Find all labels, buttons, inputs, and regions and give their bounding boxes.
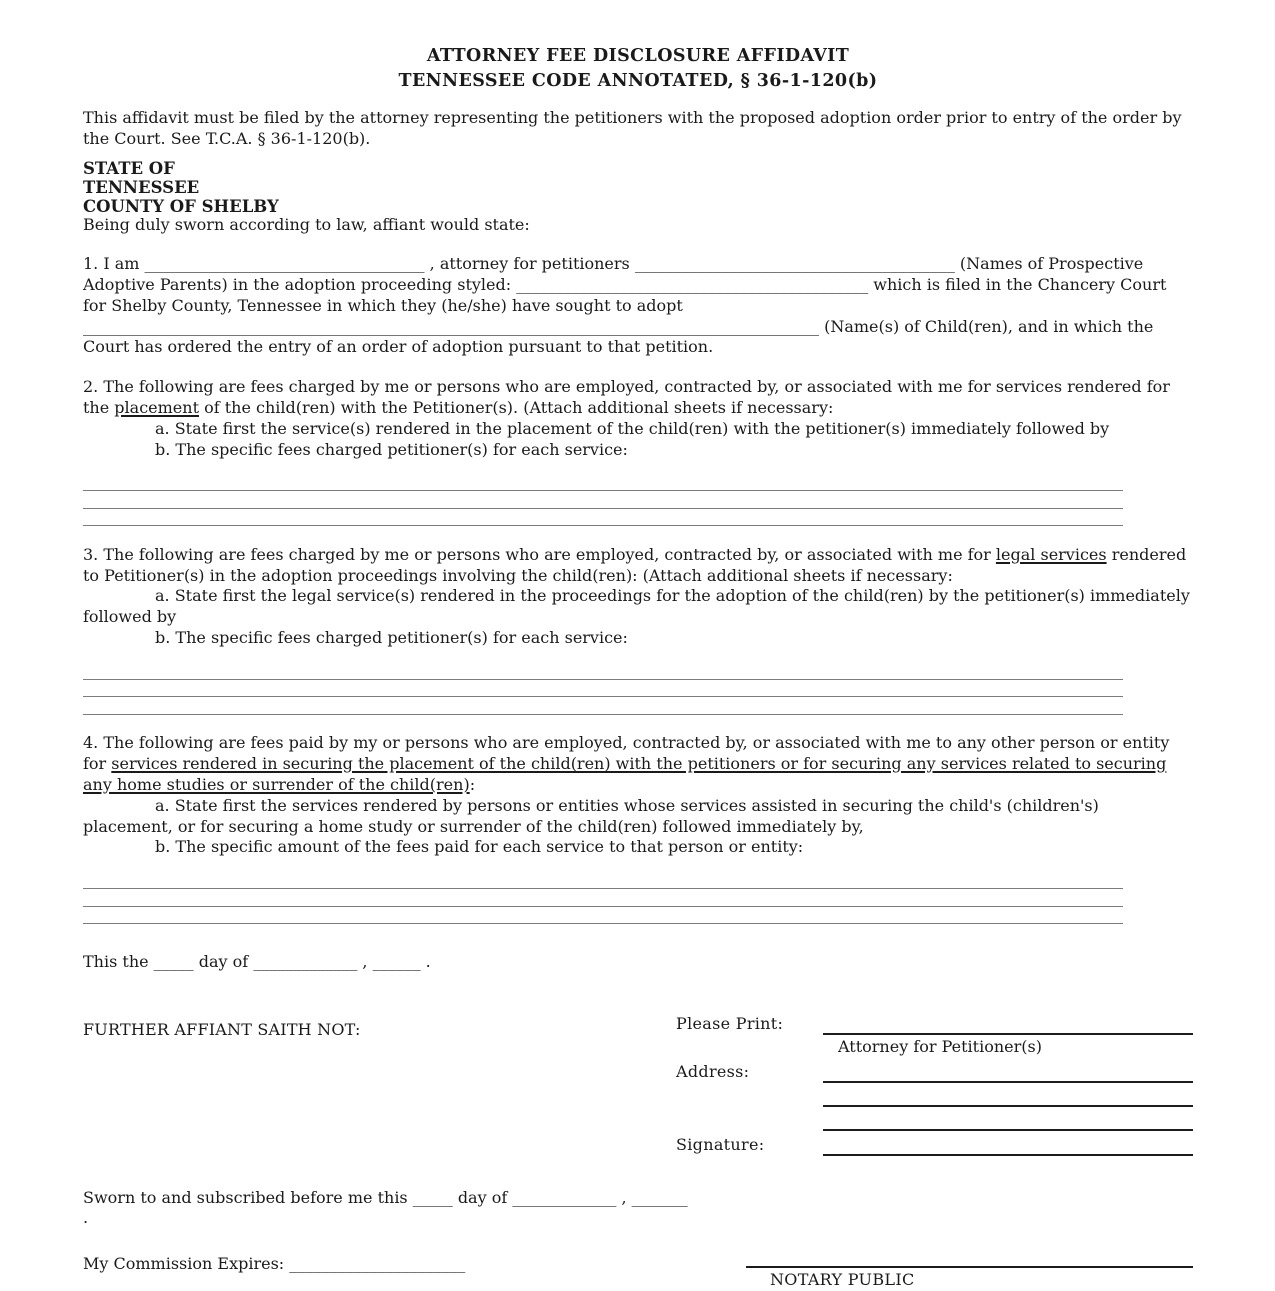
- paragraph-3-text-before: 3. The following are fees charged by me or persons who are employed, contracted by, or associated with me for: [83, 544, 996, 564]
- signature-label: Signature:: [676, 1134, 765, 1154]
- fill-in-line: __________________________________________________________________________________________________________________________________: [83, 507, 1123, 527]
- paragraph-2: [83, 377, 1193, 526]
- paragraph-2-fill-in-lines: [83, 473, 1193, 526]
- paragraph-4-underlined-phrase: services rendered in securing the placement of the child(ren) with the petitioners or for securing any services related to securing any home studies or surrender of the child(ren): [83, 754, 1167, 794]
- fill-in-line: __________________________________________________________________________________________________________________________________: [83, 472, 1123, 492]
- attorney-signature-block: [676, 1014, 1193, 1155]
- fill-in-line: __________________________________________________________________________________________________________________________________: [83, 870, 1123, 890]
- paragraph-4: [83, 733, 1193, 923]
- signature-line: [823, 1138, 1193, 1156]
- document-header: [83, 44, 1193, 93]
- paragraph-4-item-b: b. The specific amount of the fees paid for each service to that person or entity:: [155, 837, 804, 857]
- address-line-1: [823, 1065, 1193, 1083]
- please-print-label: Please Print:: [676, 1014, 784, 1034]
- address-row-2: [676, 1089, 1193, 1107]
- sworn-subscribed-line: Sworn to and subscribed before me this _____ day of _____________ , _______: [83, 1187, 688, 1207]
- paragraph-2-text: [83, 377, 1193, 419]
- sworn-period: .: [83, 1208, 89, 1228]
- paragraph-2-item-a: a. State first the service(s) rendered in the placement of the child(ren) with the petitioner(s) immediately followed by: [155, 418, 1110, 438]
- notary-signature-line: [746, 1250, 1193, 1268]
- date-line: This the _____ day of _____________ , ______ .: [83, 951, 431, 971]
- fill-in-line: __________________________________________________________________________________________________________________________________: [83, 660, 1123, 680]
- venue-block: [83, 159, 1193, 217]
- document-title: ATTORNEY FEE DISCLOSURE AFFIDAVIT: [426, 46, 850, 66]
- fill-in-line: __________________________________________________________________________________________________________________________________: [83, 489, 1123, 509]
- state-name-line: TENNESSEE: [83, 177, 200, 197]
- fill-in-line: __________________________________________________________________________________________________________________________________: [83, 695, 1123, 715]
- paragraph-4-text-before: 4. The following are fees paid by my or persons who are employed, contracted by, or associated with me to any other person or entity for: [83, 733, 1170, 774]
- paragraph-2-item-b: b. The specific fees charged petitioner(s) for each service:: [155, 439, 628, 459]
- paragraph-3-text: [83, 545, 1193, 587]
- please-print-row: [676, 1014, 1193, 1035]
- address-label: Address:: [676, 1062, 750, 1082]
- paragraph-4-item-a: a. State first the services rendered by persons or entities whose services assisted in securing the child's (children's) placement, or for securing a home study or surrender of the child(ren) followed immediately by,: [83, 795, 1099, 836]
- please-print-line: [823, 1017, 1193, 1035]
- county-line: COUNTY OF SHELBY: [83, 197, 279, 217]
- notary-public-caption: NOTARY PUBLIC: [770, 1270, 915, 1290]
- paragraph-3: [83, 545, 1193, 714]
- notary-section: [83, 1250, 1193, 1291]
- document-subtitle: TENNESSEE CODE ANNOTATED, § 36-1-120(b): [398, 70, 878, 91]
- fill-in-line: __________________________________________________________________________________________________________________________________: [83, 887, 1123, 907]
- paragraph-4-text: [83, 733, 1193, 795]
- address-row-3: [676, 1113, 1193, 1131]
- fill-in-line: __________________________________________________________________________________________________________________________________: [83, 905, 1123, 925]
- paragraph-2-text-before: 2. The following are fees charged by me or persons who are employed, contracted by, or associated with me for services rendered for the: [83, 377, 1170, 417]
- notary-block: [746, 1250, 1193, 1291]
- paragraph-2-underlined-phrase: placement: [114, 397, 199, 417]
- attorney-for-petitioners-caption: Attorney for Petitioner(s): [838, 1037, 1042, 1057]
- state-of-line: STATE OF: [83, 158, 175, 178]
- paragraph-3-text-after: rendered to Petitioner(s) in the adoption proceedings involving the child(ren): (Attach additional sheets if necessary:: [83, 544, 1187, 585]
- address-row: [676, 1062, 1193, 1083]
- paragraph-4-fill-in-lines: [83, 871, 1193, 924]
- signature-row: [676, 1135, 1193, 1156]
- paragraph-3-item-a: a. State first the legal service(s) rendered in the proceedings for the adoption of the child(ren) by the petitioner(s) immediately followed by: [83, 586, 1190, 627]
- paragraph-4-text-after: :: [469, 774, 476, 794]
- paragraph-2-text-after: of the child(ren) with the Petitioner(s). (Attach additional sheets if necessary:: [199, 397, 834, 417]
- commission-expires-line: My Commission Expires: ______________________: [83, 1254, 466, 1274]
- paragraph-3-item-b: b. The specific fees charged petitioner(s) for each service:: [155, 628, 628, 648]
- address-line-2: [823, 1089, 1193, 1107]
- paragraph-3-underlined-phrase: legal services: [995, 544, 1107, 564]
- intro-paragraph: This affidavit must be filed by the attorney representing the petitioners with the proposed adoption order prior to entry of the order by the Court. See T.C.A. § 36-1-120(b).: [83, 108, 1182, 148]
- further-affiant-text: FURTHER AFFIANT SAITH NOT:: [83, 1020, 361, 1040]
- signature-section: [83, 1014, 1193, 1155]
- sworn-statement-intro: Being duly sworn according to law, affiant would state:: [83, 215, 530, 235]
- address-line-3: [823, 1113, 1193, 1131]
- paragraph-1: [83, 254, 1193, 358]
- paragraph-1-text: 1. I am ___________________________________ , attorney for petitioners ________________________________________ (Names of Prospective Adoptive Parents) in the adoption proceeding styled: ____________________________________________ which is filed in the Chancery Court for Shelby County, Tennessee in which they (he/she) have sought to adopt ____________________________________________________________________________________________ (Name(s) of Child(ren), and in which the Court has ordered the entry of an order of adoption pursuant to that petition.: [83, 254, 1167, 357]
- paragraph-3-fill-in-lines: [83, 662, 1193, 715]
- fill-in-line: __________________________________________________________________________________________________________________________________: [83, 678, 1123, 698]
